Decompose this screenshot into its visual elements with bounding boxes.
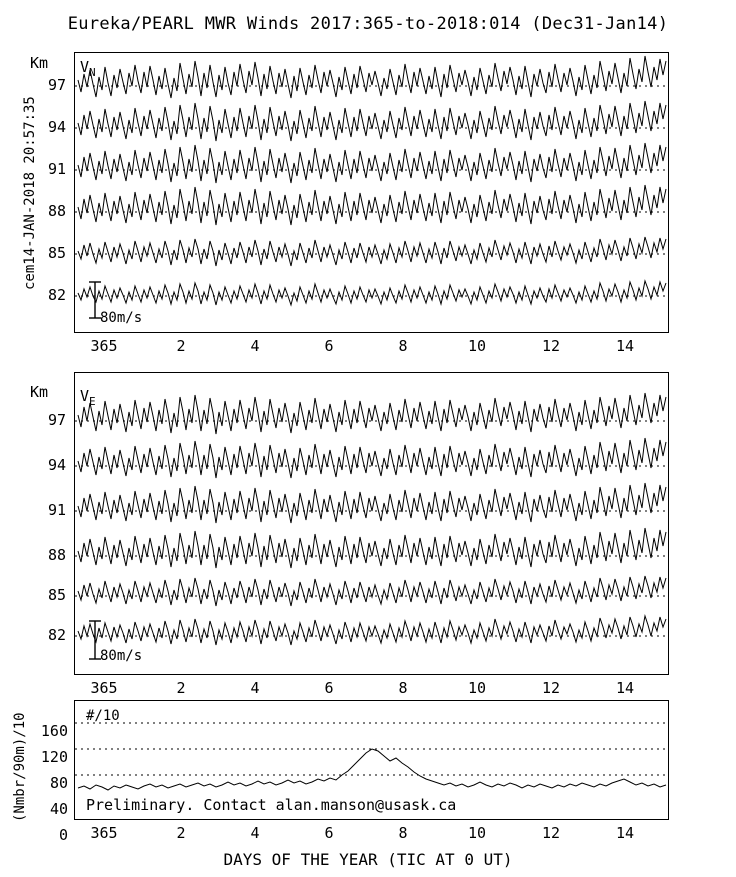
panel-vn-component-letter: V xyxy=(80,58,90,76)
panel-vn-ylabel-82: 82 xyxy=(47,286,66,304)
panel-vn-component-label xyxy=(80,58,96,79)
panel-ve-xtick-2: 2 xyxy=(176,679,186,697)
panel-count-ylabel-160: 160 xyxy=(40,722,68,740)
preliminary-note: Preliminary. Contact alan.manson@usask.ca xyxy=(86,796,457,814)
panel-ve-ylabel-97: 97 xyxy=(47,411,66,429)
panel-count-xtick-365: 365 xyxy=(90,824,118,842)
panel-ve-ylabel-91: 91 xyxy=(47,501,66,519)
panel-vn-xtick-4: 4 xyxy=(250,337,260,355)
panel-ve-xtick-12: 12 xyxy=(541,679,561,697)
panel-count-ylabel-80: 80 xyxy=(49,774,68,792)
panel-vn-xtick-14: 14 xyxy=(615,337,635,355)
panel-vn-ylabel-94: 94 xyxy=(47,118,66,136)
panel-ve-xtick-365: 365 xyxy=(90,679,118,697)
page-title: Eureka/PEARL MWR Winds 2017:365-to-2018:014 (Dec31-Jan14) xyxy=(67,14,669,34)
xaxis-title: DAYS OF THE YEAR (TIC AT 0 UT) xyxy=(223,850,513,869)
panel-vn-unit-label: Km xyxy=(30,54,49,72)
panel-ve-xtick-6: 6 xyxy=(324,679,334,697)
panel-ve-component-label xyxy=(80,387,96,408)
timestamp-label: cem14-JAN-2018 20:57:35 xyxy=(22,96,38,290)
panel-count-xtick-14: 14 xyxy=(615,824,635,842)
panel-ve-xtick-14: 14 xyxy=(615,679,635,697)
panel-vn-scalebar-label: 80m/s xyxy=(100,310,143,326)
panel-ve-plot xyxy=(75,373,668,674)
panel-vn-xtick-2: 2 xyxy=(176,337,186,355)
panel-ve-xtick-4: 4 xyxy=(250,679,260,697)
panel-vn-xtick-6: 6 xyxy=(324,337,334,355)
panel-count-axis-title: (Nmbr/90m)/10 xyxy=(12,712,28,822)
panel-ve-ylabel-85: 85 xyxy=(47,586,66,604)
panel-ve xyxy=(74,372,669,675)
panel-ve-unit-label: Km xyxy=(30,383,49,401)
panel-vn-xtick-8: 8 xyxy=(398,337,408,355)
panel-ve-scalebar-label: 80m/s xyxy=(100,648,143,664)
panel-count-ylabel-0: 0 xyxy=(58,826,68,844)
panel-vn-ylabel-85: 85 xyxy=(47,244,66,262)
panel-count-xtick-8: 8 xyxy=(398,824,408,842)
panel-ve-ylabel-88: 88 xyxy=(47,546,66,564)
panel-ve-xtick-10: 10 xyxy=(467,679,487,697)
panel-ve-xtick-8: 8 xyxy=(398,679,408,697)
panel-count-ylabel-120: 120 xyxy=(40,748,68,766)
panel-vn xyxy=(74,52,669,333)
panel-vn-ylabel-88: 88 xyxy=(47,202,66,220)
panel-vn-ylabel-97: 97 xyxy=(47,76,66,94)
panel-count-xtick-6: 6 xyxy=(324,824,334,842)
panel-vn-ylabel-91: 91 xyxy=(47,160,66,178)
panel-count-ylabel-40: 40 xyxy=(49,800,68,818)
panel-count-xtick-2: 2 xyxy=(176,824,186,842)
panel-vn-xtick-10: 10 xyxy=(467,337,487,355)
panel-ve-component-sub: E xyxy=(89,395,96,408)
panel-ve-ylabel-82: 82 xyxy=(47,626,66,644)
panel-count-xtick-10: 10 xyxy=(467,824,487,842)
panel-vn-component-sub: N xyxy=(89,66,96,79)
panel-ve-component-letter: V xyxy=(80,387,90,405)
panel-vn-plot xyxy=(75,53,668,332)
panel-vn-xtick-365: 365 xyxy=(90,337,118,355)
panel-ve-ylabel-94: 94 xyxy=(47,456,66,474)
panel-count-xtick-12: 12 xyxy=(541,824,561,842)
panel-count-xtick-4: 4 xyxy=(250,824,260,842)
panel-vn-xtick-12: 12 xyxy=(541,337,561,355)
panel-count-inner-label: #/10 xyxy=(86,708,120,724)
